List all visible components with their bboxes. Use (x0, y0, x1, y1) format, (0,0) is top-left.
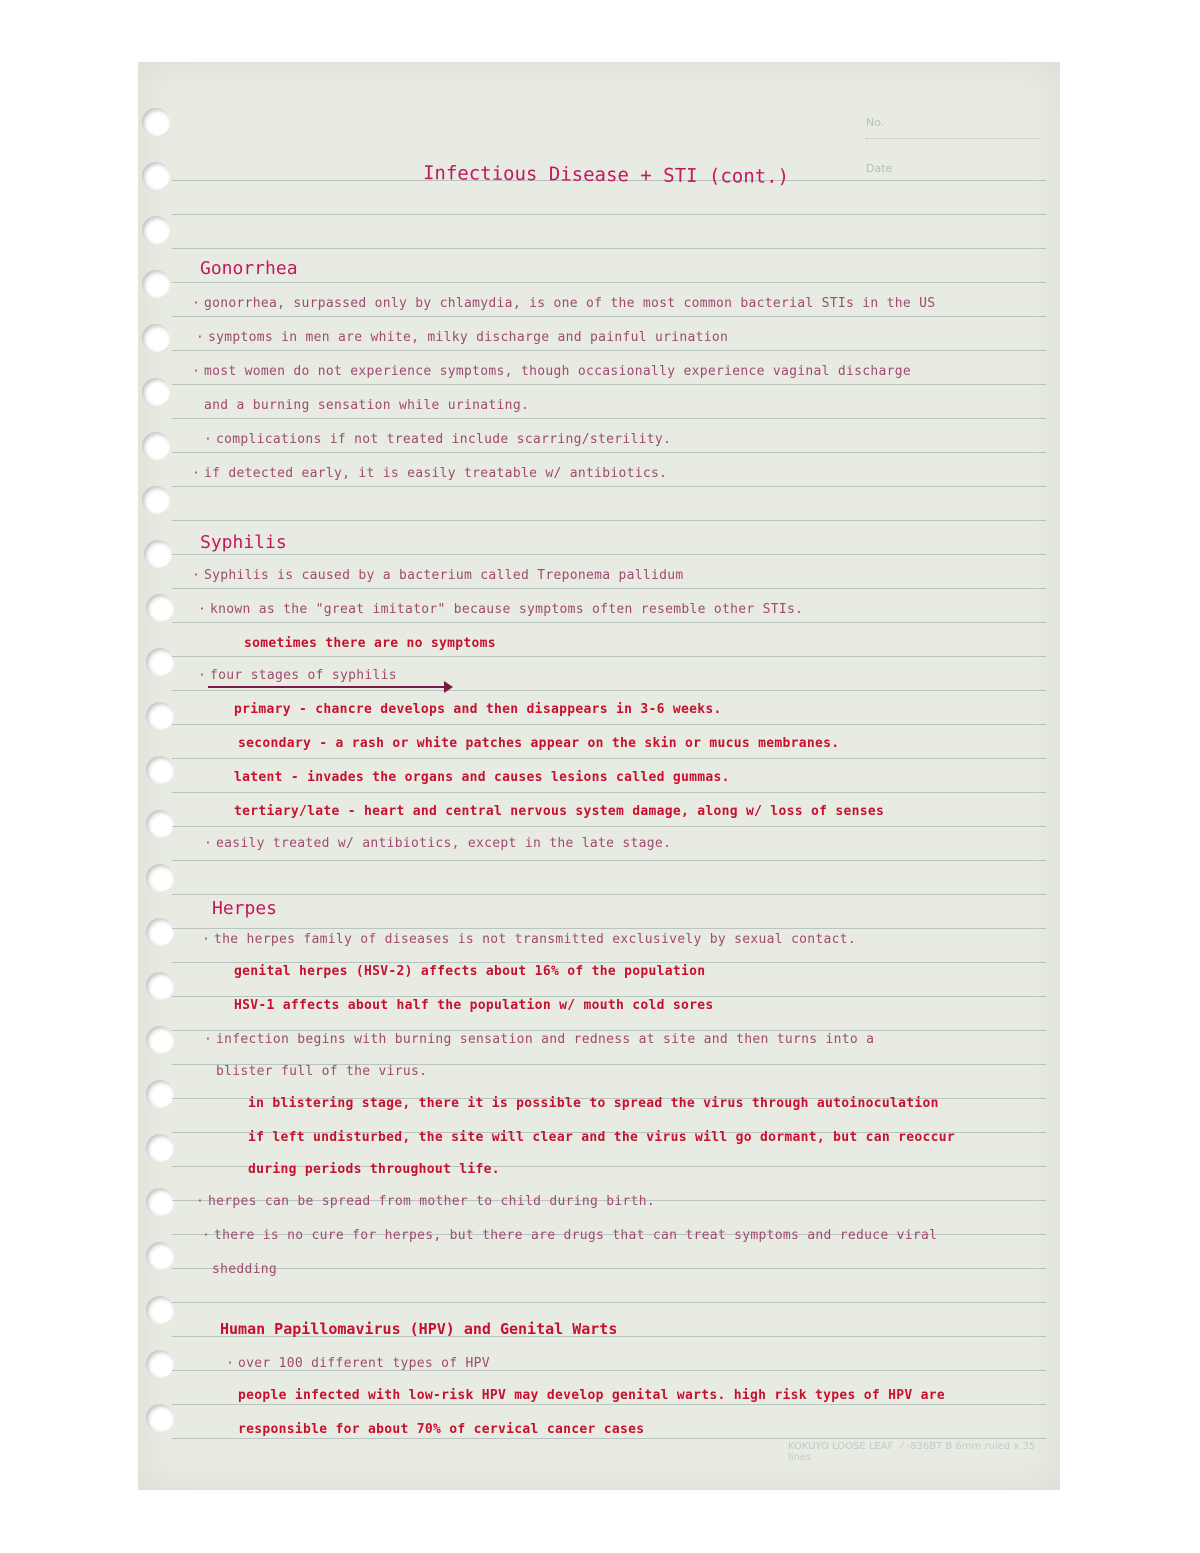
binder-hole (146, 972, 174, 1000)
binder-hole (142, 378, 170, 406)
ruled-line (172, 1302, 1046, 1303)
ruled-line (172, 622, 1046, 623)
note-line-red: during periods throughout life. (248, 1162, 500, 1177)
binder-hole (146, 1350, 174, 1378)
note-line: · over 100 different types of HPV (238, 1356, 490, 1371)
note-line-red: tertiary/late - heart and central nervous system damage, along w/ loss of senses (234, 804, 885, 819)
note-line-red: if left undisturbed, the site will clear and the virus will go dormant, but can reoccur (248, 1130, 956, 1145)
ruled-line (172, 520, 1046, 521)
binder-hole (146, 1080, 174, 1108)
binder-hole (146, 1296, 174, 1324)
note-line: · gonorrhea, surpassed only by chlamydia, is one of the most common bacterial STIs in the US (204, 296, 935, 311)
arrow-head-icon (444, 681, 453, 693)
note-line-red: latent - invades the organs and causes lesions called gummas. (234, 770, 730, 785)
binder-hole (146, 1134, 174, 1162)
note-line: · the herpes family of diseases is not transmitted exclusively by sexual contact. (214, 932, 856, 947)
ruled-line (172, 860, 1046, 861)
binder-hole (142, 270, 170, 298)
binder-hole (142, 108, 170, 136)
page-title: Infectious Disease + STI (cont.) (422, 162, 790, 188)
ruled-line (172, 656, 1046, 657)
binder-hole (146, 1188, 174, 1216)
note-line: · symptoms in men are white, milky discharge and painful urination (208, 330, 728, 345)
note-line: · complications if not treated include scarring/sterility. (216, 432, 671, 447)
note-line-red: primary - chancre develops and then disappears in 3-6 weeks. (234, 702, 722, 717)
binder-hole (144, 540, 172, 568)
underline-arrow-line (208, 686, 448, 688)
paper-brand-print: KOKUYO LOOSE LEAF ノ-836BT B 6mm ruled x 35 lines (788, 1441, 1036, 1463)
section-heading-herpes: Herpes (212, 898, 278, 919)
note-line-red: genital herpes (HSV-2) affects about 16% of the population (234, 964, 706, 979)
binder-holes (138, 62, 198, 1490)
ruled-line (172, 826, 1046, 827)
number-label: No. (866, 116, 885, 129)
binder-hole (142, 216, 170, 244)
ruled-line (172, 452, 1046, 453)
note-line-red: people infected with low-risk HPV may develop genital warts. high risk types of HPV are (238, 1388, 946, 1403)
ruled-line (172, 486, 1046, 487)
binder-hole (146, 756, 174, 784)
note-line-red: sometimes there are no symptoms (244, 636, 496, 651)
ruled-line (172, 690, 1046, 691)
binder-hole (146, 1026, 174, 1054)
ruled-line (172, 758, 1046, 759)
ruled-line (172, 316, 1046, 317)
note-line-red: secondary - a rash or white patches appear on the skin or mucus membranes. (238, 736, 840, 751)
note-line: blister full of the virus. (216, 1064, 428, 1079)
ruled-line (172, 418, 1046, 419)
ruled-line (172, 792, 1046, 793)
note-line: · if detected early, it is easily treatable w/ antibiotics. (204, 466, 667, 481)
note-line-red: HSV-1 affects about half the population w/ mouth cold sores (234, 998, 714, 1013)
section-heading-hpv: Human Papillomavirus (HPV) and Genital Warts (220, 1320, 618, 1338)
note-line: · easily treated w/ antibiotics, except in the late stage. (216, 836, 671, 851)
ruled-line (172, 350, 1046, 351)
binder-hole (146, 594, 174, 622)
binder-hole (142, 162, 170, 190)
note-line-red: in blistering stage, there it is possible to spread the virus through autoinoculation (248, 1096, 939, 1111)
note-line-red: responsible for about 70% of cervical cancer cases (238, 1422, 645, 1437)
ruled-line (172, 1030, 1046, 1031)
binder-hole (142, 432, 170, 460)
ruled-line (172, 248, 1046, 249)
binder-hole (142, 486, 170, 514)
ruled-line (172, 588, 1046, 589)
ruled-line (172, 384, 1046, 385)
ruled-line (172, 928, 1046, 929)
ruled-line (172, 554, 1046, 555)
note-line: · Syphilis is caused by a bacterium called Treponema pallidum (204, 568, 683, 583)
ruled-line (172, 962, 1046, 963)
binder-hole (142, 324, 170, 352)
binder-hole (146, 810, 174, 838)
section-heading-gonorrhea: Gonorrhea (200, 258, 298, 279)
note-line: · there is no cure for herpes, but there are drugs that can treat symptoms and reduce viral (214, 1228, 937, 1243)
ruled-line (172, 996, 1046, 997)
ruled-line (172, 214, 1046, 215)
section-heading-syphilis: Syphilis (200, 532, 287, 553)
notebook-page (138, 62, 1060, 1490)
note-line: and a burning sensation while urinating. (204, 398, 530, 413)
note-line: · known as the "great imitator" because symptoms often resemble other STIs. (210, 602, 803, 617)
binder-hole (146, 1242, 174, 1270)
note-line: · four stages of syphilis (210, 668, 397, 683)
ruled-line (172, 282, 1046, 283)
binder-hole (146, 1404, 174, 1432)
note-line: · herpes can be spread from mother to child during birth. (208, 1194, 655, 1209)
date-label: Date (866, 162, 893, 175)
ruled-line (172, 894, 1046, 895)
binder-hole (146, 918, 174, 946)
note-line: · most women do not experience symptoms, though occasionally experience vaginal discharge (204, 364, 911, 379)
binder-hole (146, 702, 174, 730)
note-line: · infection begins with burning sensation and redness at site and then turns into a (216, 1032, 874, 1047)
binder-hole (146, 864, 174, 892)
binder-hole (146, 648, 174, 676)
note-line: shedding (212, 1262, 278, 1277)
ruled-line (172, 1268, 1046, 1269)
number-line (866, 138, 1042, 140)
ruled-line (172, 724, 1046, 725)
ruled-line (172, 1404, 1046, 1405)
